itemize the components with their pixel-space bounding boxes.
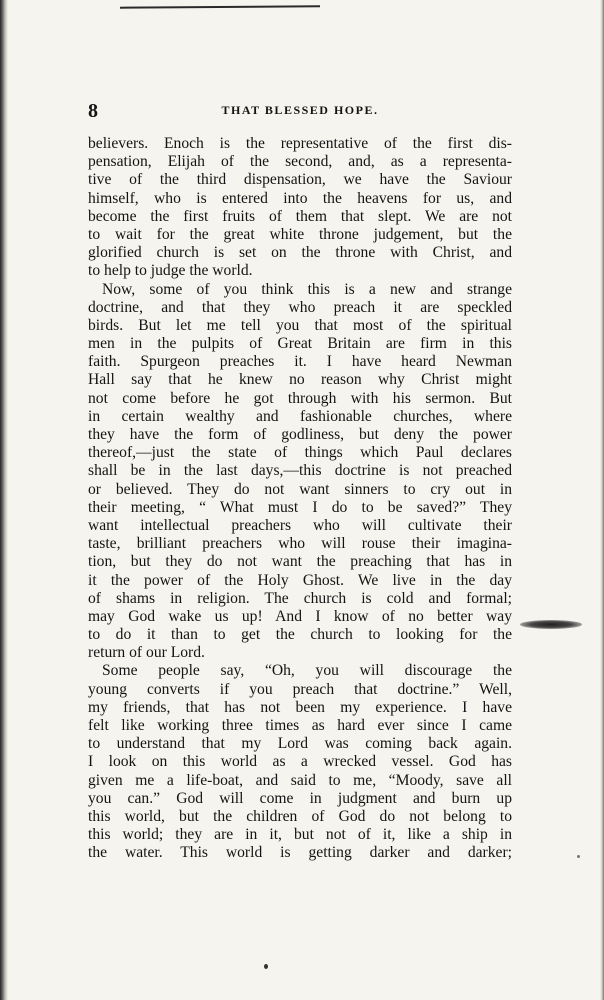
text-line: want intellectual preachers who will cultivate their (88, 516, 512, 534)
text-line: felt like working three times as hard ever since I came (88, 717, 512, 734)
text-line: may God wake us up! And I know of no better way (88, 607, 512, 625)
page-number: 8 (88, 100, 98, 122)
text-line: men in the pulpits of Great Britain are firm in this (88, 335, 512, 353)
text-line: tion, but they do not want the preaching that has in (88, 553, 512, 571)
running-head: THAT BLESSED HOPE. (221, 103, 379, 117)
text-line: glorified church is set on the throne with Christ, and (88, 244, 512, 262)
text-line: young converts if you preach that doctrine.” Well, (88, 680, 512, 698)
text-line: their meeting, “ What must I do to be saved?” They (88, 498, 512, 516)
text-line: it the power of the Holy Ghost. We live in the day (88, 571, 512, 589)
text-line: of shams in religion. The church is cold and formal; (88, 589, 512, 607)
text-line: Some people say, “Oh, you will discourage the (102, 662, 512, 680)
text-line: birds. But let me tell you that most of the spiritual (88, 316, 512, 334)
text-line: to help to judge the world. (88, 262, 253, 280)
text-line: taste, brilliant preachers who will rouse their imagina- (88, 535, 512, 553)
page-edge-shadow (0, 0, 8, 1000)
text-line: to wait for the great white throne judgement, but the (88, 225, 512, 243)
text-line: or believed. They do not want sinners to cry out in (88, 480, 512, 498)
text-line: Hall say that he knew no reason why Christ might (88, 371, 512, 389)
text-line: not come before he got through with his sermon. But (88, 389, 512, 407)
text-line: I look on this world as a wrecked vessel. God has (88, 753, 512, 771)
text-line: shall be in the last days,—this doctrine is not preached (88, 462, 512, 480)
body-text (88, 135, 512, 863)
text-line: this world, but the children of God do not belong to (88, 807, 512, 825)
text-line: become the first fruits of them that slept. We are not (88, 207, 512, 225)
ink-blot (520, 620, 582, 629)
text-line: Now, some of you think this is a new and strange (102, 280, 512, 298)
text-line: to do it than to get the church to looking for the (88, 626, 512, 644)
text-line: this world; they are in it, but not of it, like a ship in (88, 826, 512, 844)
text-line: the water. This world is getting darker and darker; (88, 844, 512, 862)
text-line: they have the form of godliness, but deny the power (88, 426, 512, 443)
page-header (88, 100, 512, 122)
text-line: thereof,—just the state of things which Paul declares (88, 444, 512, 462)
text-line: you can.” God will come in judgment and burn up (88, 789, 512, 807)
text-line: my friends, that has not been my experience. I have (88, 698, 512, 716)
text-line: to understand that my Lord was coming back again. (88, 735, 512, 753)
page-edge-right (600, 0, 604, 1000)
text-line: in certain wealthy and fashionable churches, where (88, 407, 512, 425)
text-line: tive of the third dispensation, we have the Saviour (88, 171, 512, 189)
text-line: faith. Spurgeon preaches it. I have heard Newman (88, 353, 512, 371)
top-rule (120, 5, 320, 8)
ink-speck (264, 964, 268, 969)
text-line: doctrine, and that they who preach it are speckled (88, 298, 512, 316)
text-line: himself, who is entered into the heavens for us, and (88, 189, 512, 207)
text-line: return of our Lord. (88, 644, 205, 662)
ink-speck (577, 855, 580, 858)
text-line: believers. Enoch is the representative of the first dis- (88, 135, 512, 152)
text-line: pensation, Elijah of the second, and, as a representa- (88, 153, 512, 171)
text-line: given me a life-boat, and said to me, “Moody, save all (88, 771, 512, 789)
